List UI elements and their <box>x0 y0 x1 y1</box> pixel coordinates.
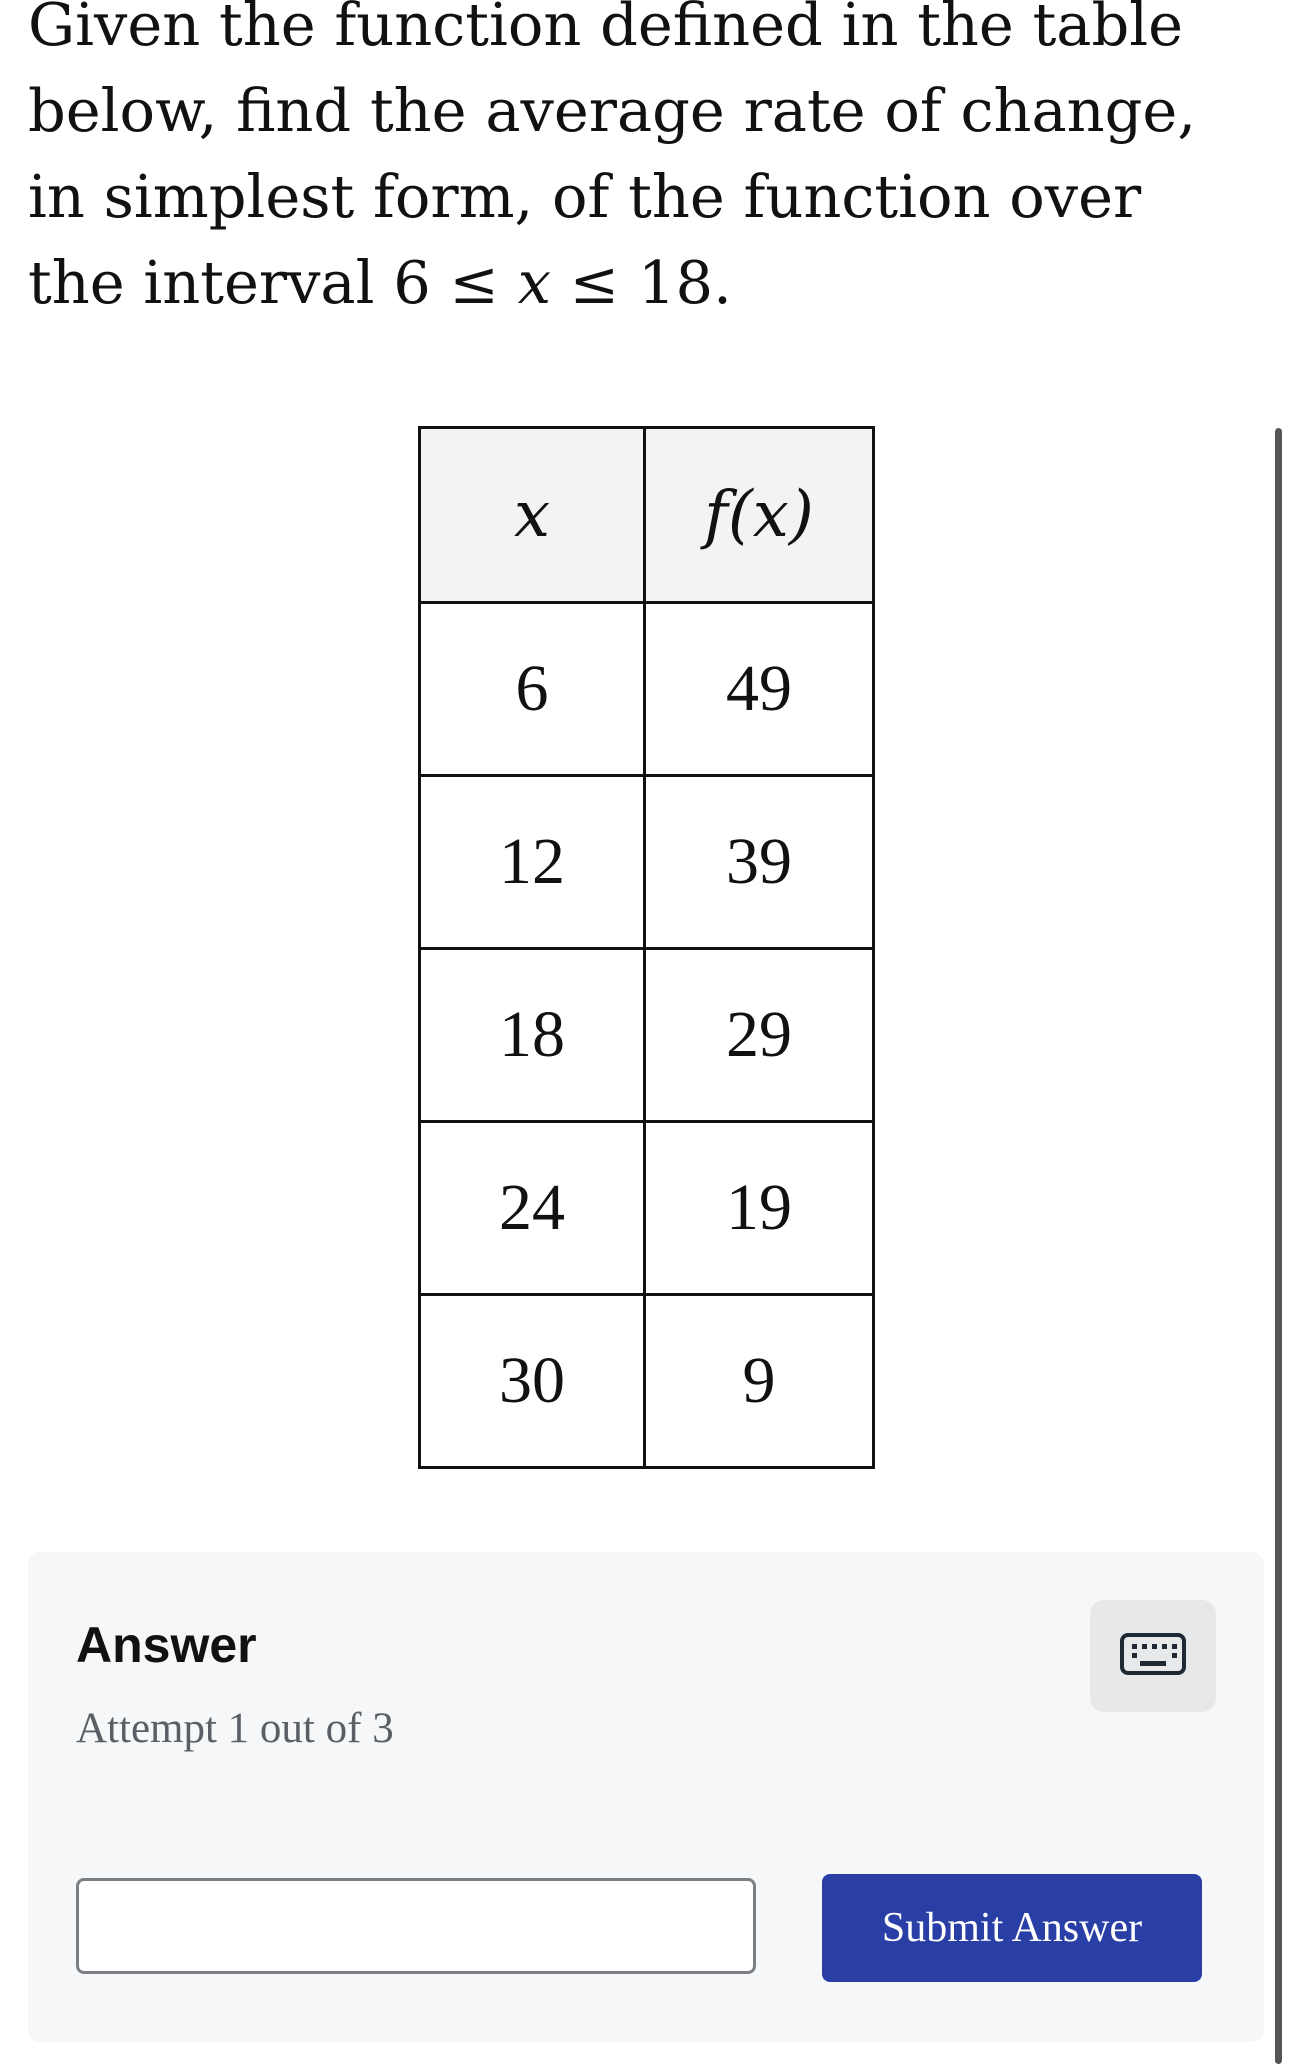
cell-x: 24 <box>420 1122 645 1295</box>
cell-x: 12 <box>420 776 645 949</box>
answer-title: Answer <box>76 1617 257 1673</box>
cell-x: 18 <box>420 949 645 1122</box>
header-x: x <box>420 428 645 603</box>
cell-fx: 9 <box>645 1295 874 1468</box>
cell-fx: 39 <box>645 776 874 949</box>
question-text <box>28 0 1208 326</box>
cell-fx: 29 <box>645 949 874 1122</box>
table-row <box>420 776 874 949</box>
cell-fx: 49 <box>645 603 874 776</box>
header-fx: f(x) <box>645 428 874 603</box>
answer-input[interactable] <box>76 1878 756 1974</box>
table-row <box>420 603 874 776</box>
interval-expression: 6 ≤ x ≤ 18. <box>393 248 732 317</box>
cell-x: 6 <box>420 603 645 776</box>
function-table <box>418 426 875 1469</box>
table-header-row <box>420 428 874 603</box>
submit-answer-button[interactable]: Submit Answer <box>822 1874 1202 1982</box>
cell-fx: 19 <box>645 1122 874 1295</box>
answer-panel <box>28 1552 1264 2042</box>
keyboard-icon <box>1120 1633 1186 1679</box>
question-body: Given the function defined in the table below, find the average rate of change, in simplest form, of the function over the interval <box>28 0 1197 317</box>
table-row <box>420 1122 874 1295</box>
table-row <box>420 1295 874 1468</box>
keyboard-button[interactable] <box>1090 1600 1216 1712</box>
attempt-counter: Attempt 1 out of 3 <box>76 1705 394 1752</box>
cell-x: 30 <box>420 1295 645 1468</box>
page-scrollbar[interactable] <box>1275 428 1282 2064</box>
table-row <box>420 949 874 1122</box>
